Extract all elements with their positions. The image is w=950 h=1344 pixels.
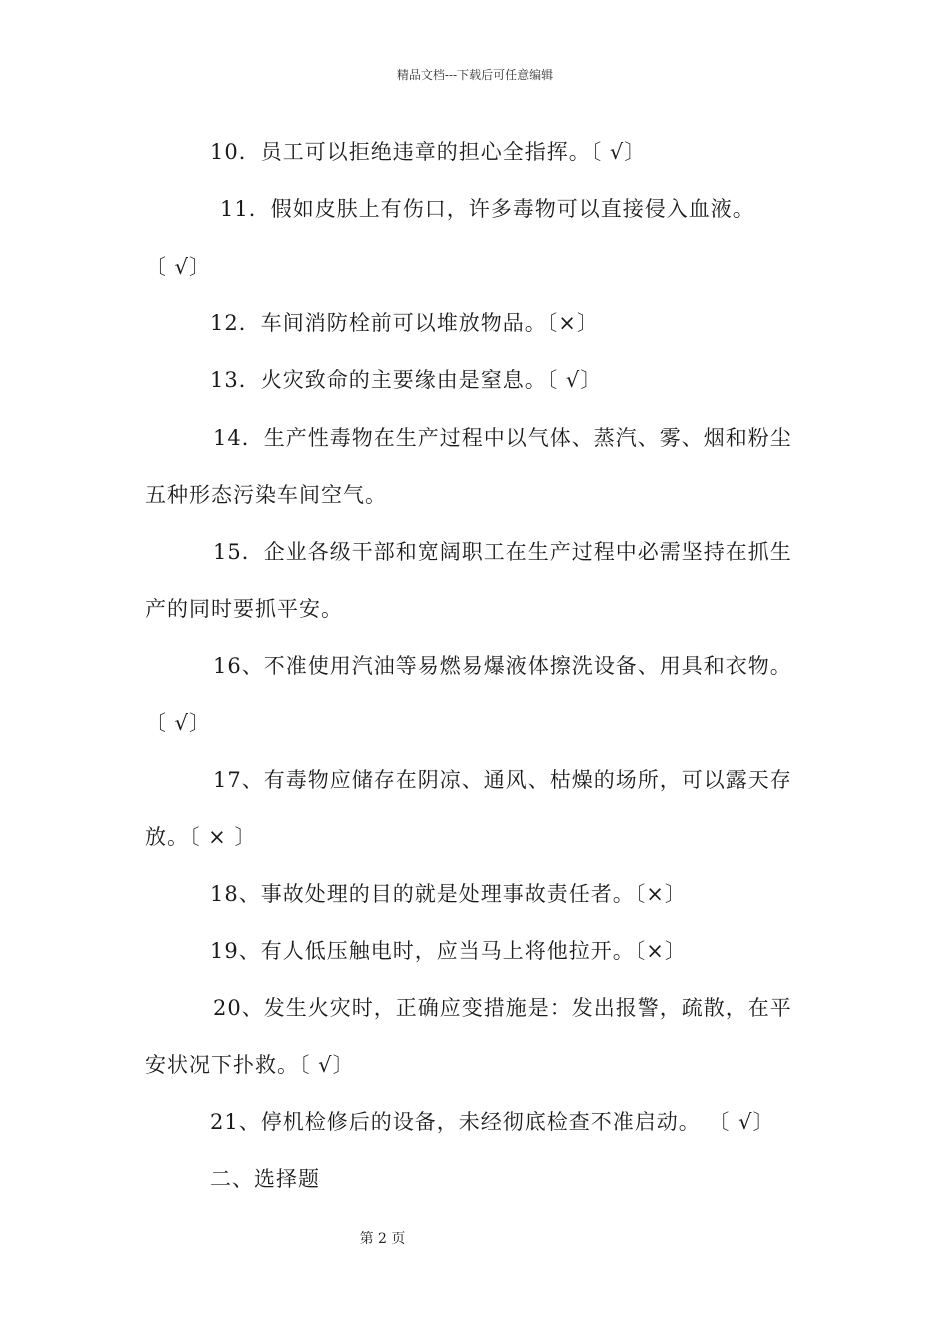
question-19: 19、有人低压触电时，应当马上将他拉开。〔×〕 xyxy=(210,939,687,963)
question-14: 14．生产性毒物在生产过程中以气体、蒸汽、雾、烟和粉尘 xyxy=(213,426,792,450)
section-heading-choice: 二、选择题 xyxy=(210,1167,320,1191)
question-11: 11．假如皮肤上有伤口，许多毒物可以直接侵入血液。 xyxy=(220,197,755,221)
question-18: 18、事故处理的目的就是处理事故责任者。〔×〕 xyxy=(210,882,687,906)
question-14-continued: 五种形态污染车间空气。 xyxy=(145,483,387,507)
question-13: 13．火灾致命的主要缘由是窒息。〔 √〕 xyxy=(210,368,603,392)
page-header: 精品文档---下载后可任意编辑 xyxy=(396,68,554,82)
question-12: 12．车间消防栓前可以堆放物品。〔×〕 xyxy=(210,311,599,335)
question-10: 10．员工可以拒绝违章的担心全指挥。〔 √〕 xyxy=(210,140,647,164)
question-17: 17、有毒物应储存在阴凉、通风、枯燥的场所，可以露天存 xyxy=(213,768,792,792)
question-20-continued: 安状况下扑救。〔 √〕 xyxy=(145,1053,355,1077)
question-15-continued: 产的同时要抓平安。 xyxy=(145,597,343,621)
question-20: 20、发生火灾时，正确应变措施是：发出报警，疏散，在平 xyxy=(213,996,792,1020)
question-11-answer: 〔 √〕 xyxy=(145,255,212,279)
page-number: 第 2 页 xyxy=(359,1231,406,1247)
question-17-continued: 放。〔 × 〕 xyxy=(145,825,257,849)
question-21: 21、停机检修后的设备，未经彻底检查不准启动。 〔 √〕 xyxy=(210,1110,775,1134)
question-16: 16、不准使用汽油等易燃易爆液体擦洗设备、用具和衣物。 xyxy=(213,654,792,678)
question-16-answer: 〔 √〕 xyxy=(145,711,212,735)
question-15: 15．企业各级干部和宽阔职工在生产过程中必需坚持在抓生 xyxy=(213,540,792,564)
